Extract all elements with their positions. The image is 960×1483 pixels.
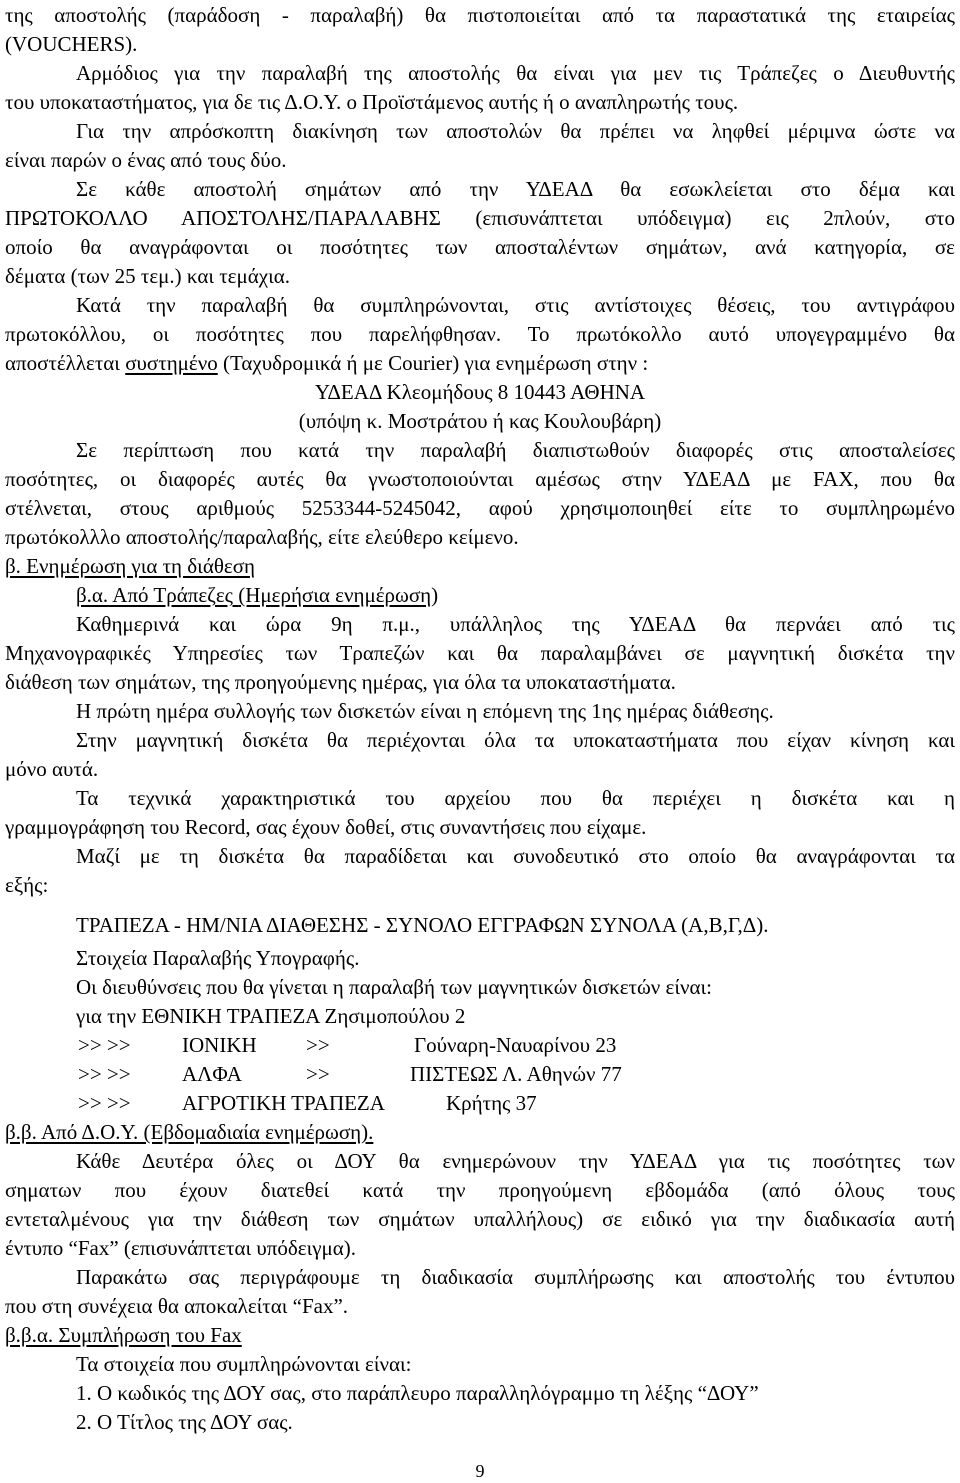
- paragraph-line: είναι παρών ο ένας από τους δύο.: [5, 148, 287, 172]
- subsection-heading: [5, 1320, 955, 1350]
- page-number: 9: [475, 1461, 485, 1481]
- paragraph-line: εντεταλμένους για την διάθεση των σημάτων υπαλλήλους) σε ειδικό για την διαδικασία αυτή: [5, 1207, 955, 1231]
- paragraph-line: πρωτόκολλλο αποστολής/παραλαβής, είτε ελεύθερο κείμενο.: [5, 525, 519, 549]
- subsection-heading-text: β.β. Από Δ.Ο.Υ. (Εβδομαδιαία ενημέρωση).: [5, 1120, 374, 1144]
- text-run: ): [431, 583, 439, 607]
- bank-address: Κρήτης 37: [446, 1091, 537, 1115]
- branch-row: [5, 1088, 955, 1118]
- paragraph-line: μόνο αυτά.: [5, 757, 99, 781]
- paragraph-line: γραμμογράφηση του Record, σας έχουν δοθεί, στις συναντήσεις που είχαμε.: [5, 815, 647, 839]
- section-heading: [5, 551, 955, 581]
- paragraph-line: της αποστολής (παράδοση - παραλαβή) θα πιστοποιείται από τα παραστατικά της εταιρείας: [5, 3, 955, 27]
- text-run: β.α. Από Τράπεζες: [76, 583, 239, 607]
- ditto-marks: >>: [306, 1033, 330, 1057]
- list-item: 1. Ο κωδικός της ΔΟΥ σας, στο παράπλευρο παραλληλόγραμμο τη λέξης “ΔΟΥ”: [76, 1381, 759, 1405]
- bank-name: ΑΛΦΑ: [182, 1062, 242, 1086]
- subsection-heading: [76, 580, 955, 610]
- summary-fields-line: ΤΡΑΠΕΖΑ - ΗΜ/ΝΙΑ ΔΙΑΘΕΣΗΣ - ΣΥΝΟΛΟ ΕΓΓΡΑΦΩΝ ΣΥΝΟΛΑ (Α,Β,Γ,Δ).: [76, 913, 769, 937]
- bank-name: ΙΟΝΙΚΗ: [182, 1033, 257, 1057]
- paragraph-line: πρωτοκόλλου, οι ποσότητες που παρελήφθησαν. Το πρωτόκολλο αυτό υπογεγραμμένο θα: [5, 322, 955, 346]
- underlined-text: (Ημερήσια ενημέρωση: [238, 583, 432, 607]
- paragraph-line: Σε κάθε αποστολή σημάτων από την ΥΔΕΑΔ θα εσωκλείεται στο δέμα και: [76, 177, 955, 201]
- section-heading-text: β. Ενημέρωση για τη διάθεση: [5, 554, 256, 578]
- ditto-marks: >> >>: [78, 1033, 131, 1057]
- paragraph-line: για την ΕΘΝΙΚΗ ΤΡΑΠΕΖΑ Ζησιμοπούλου 2: [76, 1004, 466, 1028]
- text-run: αποστέλλεται: [5, 351, 126, 375]
- paragraph-line: που στη συνέχεια θα αποκαλείται “Fax”.: [5, 1294, 349, 1318]
- bank-address: Γούναρη-Ναυαρίνου 23: [414, 1033, 617, 1057]
- ditto-marks: >> >>: [78, 1062, 131, 1086]
- paragraph-line: εξής:: [5, 873, 49, 897]
- paragraph-line: Αρμόδιος για την παραλαβή της αποστολής θα είναι για μεν τις Τράπεζες ο Διευθυντής: [76, 61, 955, 85]
- paragraph-line: Κάθε Δευτέρα όλες οι ΔΟΥ θα ενημερώνουν την ΥΔΕΑΔ για τις ποσότητες των: [76, 1149, 955, 1173]
- underlined-text: συστημένο: [125, 351, 218, 375]
- list-item: 2. Ο Τίτλος της ΔΟΥ σας.: [76, 1410, 293, 1434]
- paragraph-line: Τα στοιχεία που συμπληρώνονται είναι:: [76, 1352, 412, 1376]
- bank-address: ΠΙΣΤΕΩΣ Λ. Αθηνών 77: [410, 1062, 622, 1086]
- ditto-marks: >>: [306, 1062, 330, 1086]
- paragraph-line: δέματα (των 25 τεμ.) και τεμάχια.: [5, 264, 290, 288]
- paragraph-line: διάθεση των σημάτων, της προηγούμενης ημέρας, για όλα τα υποκαταστήματα.: [5, 670, 676, 694]
- paragraph-line: [5, 348, 955, 378]
- subsection-heading-text: β.β.α. Συμπλήρωση του Fax: [5, 1323, 242, 1347]
- branch-row: [5, 1059, 955, 1089]
- subsection-heading: [5, 1117, 955, 1147]
- paragraph-line: Μηχανογραφικές Υπηρεσίες των Τραπεζών και θα παραλαμβάνει σε μαγνητική δισκέτα την: [5, 641, 955, 665]
- paragraph-line: του υποκαταστήματος, για δε τις Δ.Ο.Υ. ο Προϊστάμενος αυτής ή ο αναπληρωτής τους.: [5, 90, 739, 114]
- address-line: (υπόψη κ. Μοστράτου ή κας Κουλουβάρη): [298, 409, 662, 433]
- paragraph-line: έντυπο “Fax” (επισυνάπτεται υπόδειγμα).: [5, 1236, 357, 1260]
- paragraph-line: ποσότητες, οι διαφορές αυτές θα γνωστοποιούνται αμέσως στην ΥΔΕΑΔ με FAX, που θα: [5, 467, 955, 491]
- paragraph-line: Οι διευθύνσεις που θα γίνεται η παραλαβή των μαγνητικών δισκετών είναι:: [76, 975, 712, 999]
- paragraph-line: σηματων που έχουν διατεθεί κατά την προηγούμενη εβδομάδα (από όλους τους: [5, 1178, 955, 1202]
- paragraph-line: Η πρώτη ημέρα συλλογής των δισκετών είναι η επόμενη της 1ης ημέρας διάθεσης.: [76, 699, 774, 723]
- ditto-marks: >> >>: [78, 1091, 131, 1115]
- paragraph-line: στέλνεται, στους αριθμούς 5253344-5245042, αφού χρησιμοποιηθεί είτε το συμπληρωμένο: [5, 496, 955, 520]
- text-run: (Ταχυδρομικά ή με Courier) για ενημέρωση στην :: [217, 351, 649, 375]
- bank-name: ΑΓΡΟΤΙΚΗ ΤΡΑΠΕΖΑ: [182, 1091, 385, 1115]
- paragraph-line: ΠΡΩΤΟΚΟΛΛΟ ΑΠΟΣΤΟΛΗΣ/ΠΑΡΑΛΑΒΗΣ (επισυνάπτεται υπόδειγμα) εις 2πλούν, στο: [5, 206, 955, 230]
- paragraph-line: Καθημερινά και ώρα 9η π.μ., υπάλληλος της ΥΔΕΑΔ θα περνάει από τις: [76, 612, 955, 636]
- paragraph-line: Σε περίπτωση που κατά την παραλαβή διαπιστωθούν διαφορές στις αποσταλείσες: [76, 438, 955, 462]
- paragraph-line: Στοιχεία Παραλαβής Υπογραφής.: [76, 946, 360, 970]
- paragraph-line: Παρακάτω σας περιγράφουμε τη διαδικασία συμπλήρωσης και αποστολής του έντυπου: [76, 1265, 955, 1289]
- paragraph-line: οποίο θα αναγράφονται οι ποσότητες των αποσταλέντων σημάτων, ανά κατηγορία, σε: [5, 235, 955, 259]
- paragraph-line: Για την απρόσκοπτη διακίνηση των αποστολών θα πρέπει να ληφθεί μέριμνα ώστε να: [76, 119, 955, 143]
- paragraph-line: Μαζί με τη δισκέτα θα παραδίδεται και συνοδευτικό στο οποίο θα αναγράφονται τα: [76, 844, 955, 868]
- paragraph-line: (VOUCHERS).: [5, 32, 138, 56]
- paragraph-line: Στην μαγνητική δισκέτα θα περιέχονται όλα τα υποκαταστήματα που είχαν κίνηση και: [76, 728, 955, 752]
- branch-row: [5, 1030, 955, 1060]
- address-line: ΥΔΕΑΔ Κλεομήδους 8 10443 ΑΘΗΝΑ: [314, 380, 646, 404]
- paragraph-line: Τα τεχνικά χαρακτηριστικά του αρχείου που θα περιέχει η δισκέτα και η: [76, 786, 955, 810]
- paragraph-line: Κατά την παραλαβή θα συμπληρώνονται, στις αντίστοιχες θέσεις, του αντιγράφου: [76, 293, 955, 317]
